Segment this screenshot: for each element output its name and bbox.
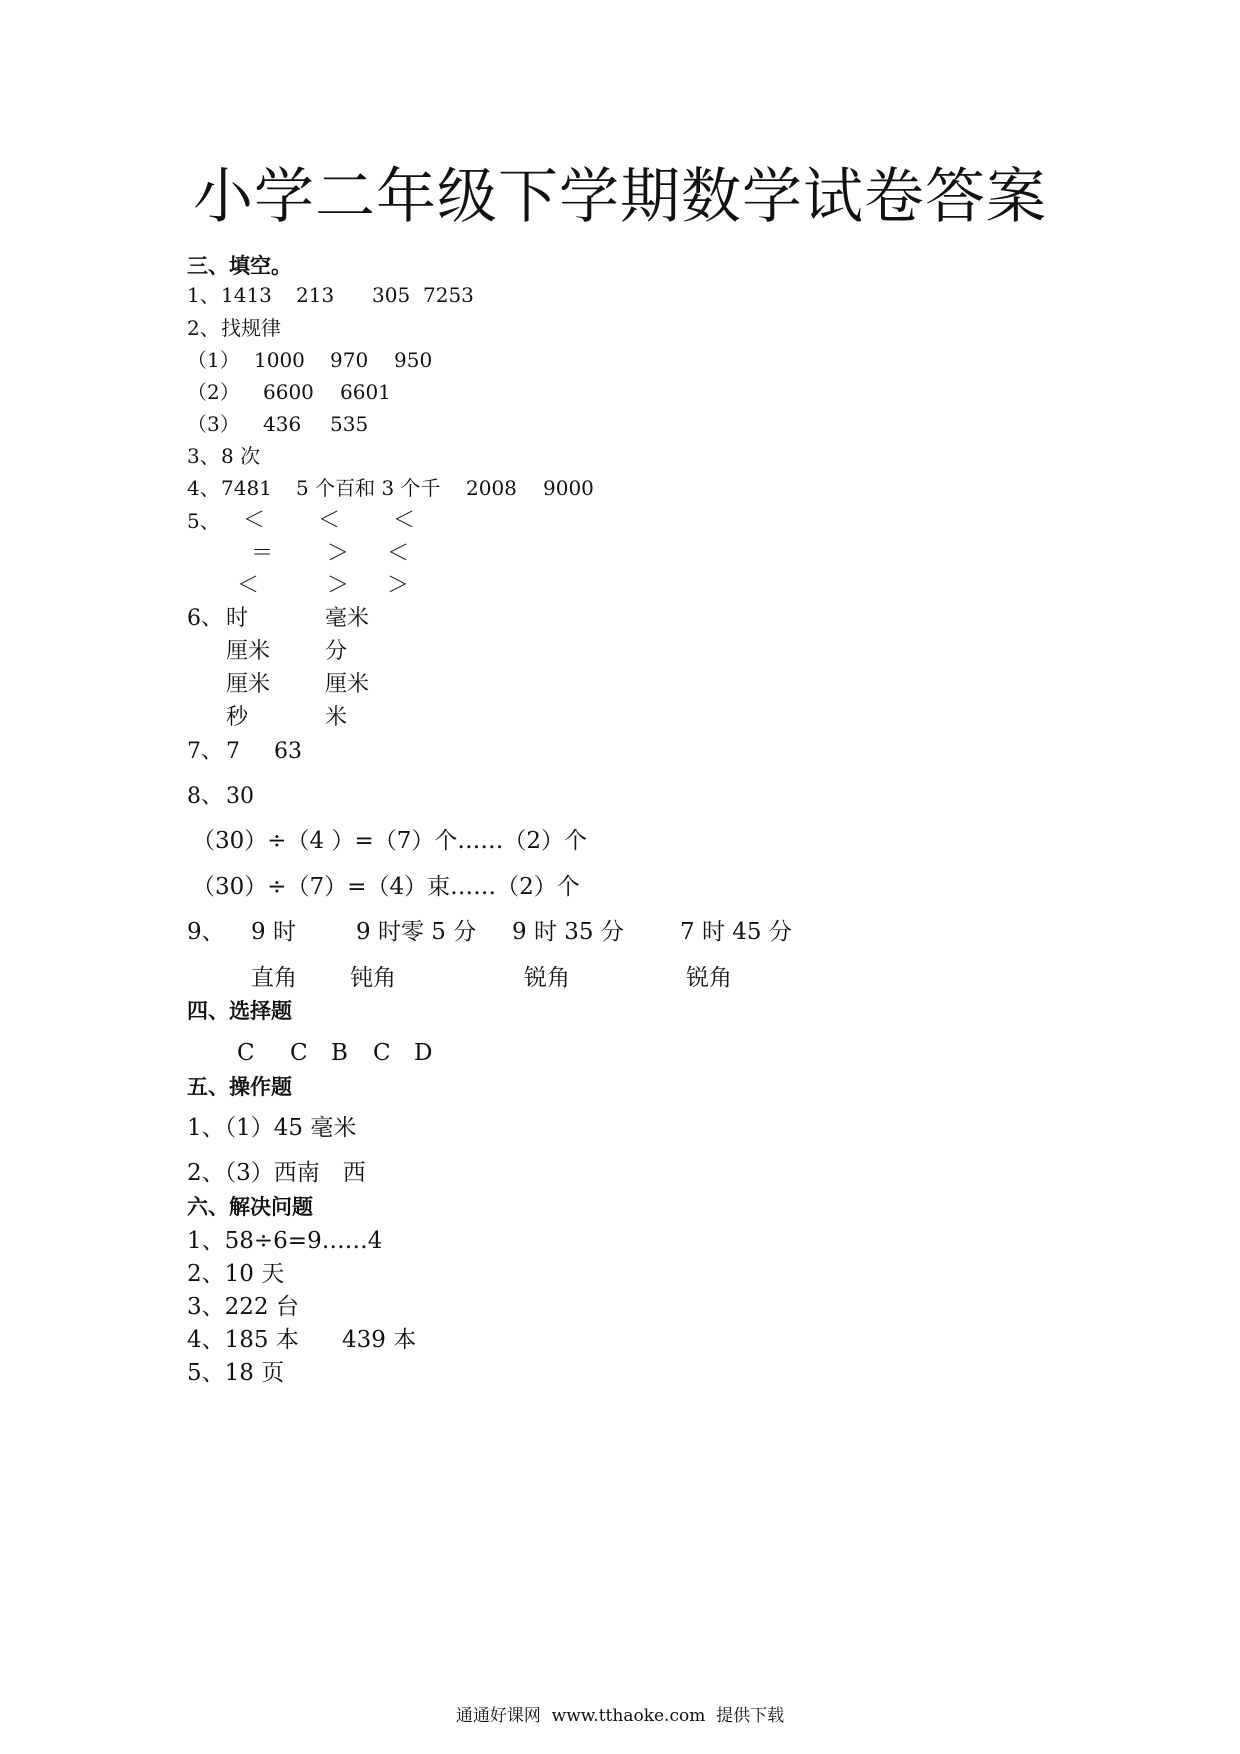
q8-answer: 30	[226, 784, 254, 809]
q6-r4-c2: 米	[325, 705, 348, 730]
q7-answer-b: 63	[274, 739, 302, 764]
section-heading-choice: 四、选择题	[187, 998, 292, 1023]
q3-answer: 8 次	[221, 444, 261, 468]
solve-answer-2: 2、10 天	[187, 1261, 285, 1287]
choice-answer-5: D	[414, 1040, 433, 1066]
choice-answer-1: C	[237, 1040, 255, 1066]
section-heading-fill: 三、填空。	[187, 253, 292, 278]
q6-r2-c1: 厘米	[226, 639, 271, 664]
q2-row1-b: 970	[330, 348, 369, 372]
q1-number: 1、	[187, 283, 220, 307]
q2-row2-b: 6601	[340, 380, 391, 404]
solve-answer-5: 5、18 页	[187, 1360, 285, 1386]
q1-answer-d: 7253	[423, 283, 474, 307]
solve-answer-1: 1、58÷6=9……4	[187, 1228, 383, 1254]
q2-row3-label: （3）	[187, 412, 240, 436]
q4-answer-d: 9000	[543, 476, 594, 500]
q4-answer-b: 5 个百和 3 个千	[296, 476, 441, 500]
q7-number: 7、	[187, 739, 223, 764]
q9-time-3: 9 时 35 分	[512, 919, 624, 945]
solve-answer-3: 3、222 台	[187, 1294, 299, 1320]
q2-row2-a: 6600	[263, 380, 314, 404]
q3-number: 3、	[187, 444, 220, 468]
q4-answer-c: 2008	[466, 476, 517, 500]
q6-r3-c2: 厘米	[325, 672, 370, 697]
q5-r3-c3: ＞	[387, 573, 410, 598]
q8-equation-1: （30）÷（4 ）=（7）个……（2）个	[192, 828, 588, 854]
q9-time-2: 9 时零 5 分	[356, 919, 477, 945]
q6-r1-c1: 时	[226, 606, 249, 631]
q2-row1-c: 950	[394, 348, 433, 372]
q2-row1-label: （1）	[187, 348, 240, 372]
q9-angle-1: 直角	[251, 965, 297, 991]
q6-r1-c2: 毫米	[325, 606, 370, 631]
section-heading-operate: 五、操作题	[187, 1074, 292, 1099]
page-footer: 通通好课网 www.tthaoke.com 提供下载	[455, 1706, 785, 1726]
q1-answer-a: 1413	[221, 283, 272, 307]
q1-answer-b: 213	[296, 283, 335, 307]
q5-r3-c1: ＜	[237, 573, 260, 598]
q9-angle-2: 钝角	[350, 965, 396, 991]
q5-r2-c3: ＜	[387, 541, 410, 566]
solve-answer-4b: 439 本	[342, 1327, 417, 1353]
q7-answer-a: 7	[226, 739, 240, 764]
q6-number: 6、	[187, 606, 223, 631]
q9-angle-4: 锐角	[686, 965, 732, 991]
q5-r2-c2: ＞	[327, 541, 350, 566]
q2-heading: 找规律	[221, 316, 281, 340]
q1-answer-c: 305	[372, 283, 411, 307]
q2-row1-a: 1000	[254, 348, 305, 372]
q9-time-4: 7 时 45 分	[680, 919, 792, 945]
q4-number: 4、	[187, 476, 220, 500]
section-heading-solve: 六、解决问题	[187, 1194, 313, 1219]
q5-r1-c2: ＜	[318, 508, 341, 533]
operate-answer-1: 1、（1）45 毫米	[187, 1115, 357, 1141]
q5-number: 5、	[187, 509, 220, 533]
choice-answer-2: C	[290, 1040, 308, 1066]
solve-answer-4a: 4、185 本	[187, 1327, 299, 1353]
q5-r2-c1: ＝	[251, 541, 274, 566]
q5-r1-c3: ＜	[393, 508, 416, 533]
q2-row3-a: 436	[263, 412, 302, 436]
q8-number: 8、	[187, 784, 223, 809]
q2-number: 2、	[187, 316, 220, 340]
q5-r1-c1: ＜	[243, 508, 266, 533]
choice-answer-4: C	[373, 1040, 391, 1066]
q4-answer-a: 7481	[221, 476, 272, 500]
q6-r3-c1: 厘米	[226, 672, 271, 697]
choice-answer-3: B	[331, 1040, 348, 1066]
q8-equation-2: （30）÷（7）=（4）束……（2）个	[192, 874, 580, 900]
q5-r3-c2: ＞	[327, 573, 350, 598]
page-title: 小学二年级下学期数学试卷答案	[193, 162, 1047, 232]
q6-r4-c1: 秒	[226, 705, 249, 730]
q9-time-1: 9 时	[251, 919, 296, 945]
q2-row3-b: 535	[330, 412, 369, 436]
q6-r2-c2: 分	[325, 639, 348, 664]
q9-angle-3: 锐角	[524, 965, 570, 991]
q2-row2-label: （2）	[187, 380, 240, 404]
q9-number: 9、	[187, 919, 225, 945]
operate-answer-2: 2、（3）西南 西	[187, 1160, 366, 1186]
